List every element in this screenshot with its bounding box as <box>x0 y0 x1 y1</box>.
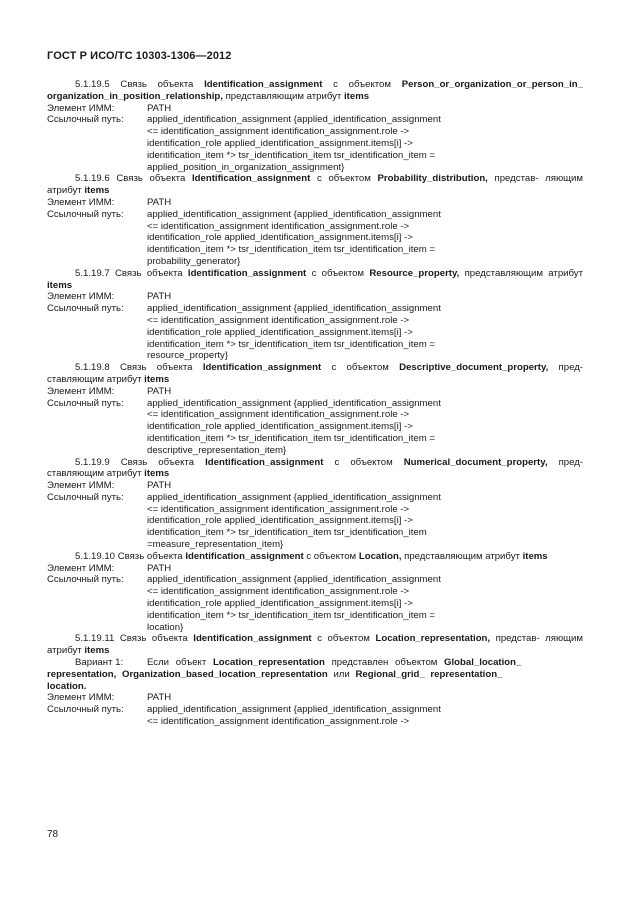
refpath-value <box>147 574 583 633</box>
element-value: PATH <box>147 102 172 114</box>
entity-name: Identification_assignment <box>204 79 323 90</box>
element-label: Элемент ИММ: <box>47 480 115 492</box>
target-entity: Numerical_document_property, <box>403 456 548 468</box>
variant-entity: Regional_grid_ representation_ <box>355 668 503 680</box>
element-row <box>47 197 583 209</box>
refpath-row <box>47 398 583 457</box>
target-entity: Resource_property, <box>369 267 460 279</box>
element-row <box>47 291 583 303</box>
element-value: PATH <box>147 692 172 704</box>
element-label: Элемент ИММ: <box>47 291 115 303</box>
refpath-label: Ссылочный путь: <box>47 704 124 716</box>
element-label: Элемент ИММ: <box>47 385 115 397</box>
refpath-value <box>147 398 583 457</box>
path-line: applied_identification_assignment {applied_identification_assignment <box>147 114 441 126</box>
section-pre: Связь объекта <box>117 550 183 562</box>
section-post: представ- ляющим атрибут <box>47 173 583 197</box>
path-line: applied_identification_assignment {applied_identification_assignment <box>147 704 441 716</box>
section-heading <box>47 173 583 197</box>
element-label: Элемент ИММ: <box>47 102 115 114</box>
variant-pre: Если объект <box>147 657 207 669</box>
refpath-value <box>147 704 583 728</box>
section-mid: с объектом <box>333 79 391 90</box>
element-row <box>47 480 583 492</box>
target-entity: Location, <box>358 550 402 562</box>
section-post: представляющим атрибут <box>464 267 583 279</box>
variant-continuation <box>47 669 583 693</box>
refpath-label: Ссылочный путь: <box>47 303 124 315</box>
element-value: PATH <box>147 562 172 574</box>
page-number: 78 <box>47 829 59 840</box>
section-mid: с объектом <box>317 173 371 185</box>
target-entity: Probability_distribution, <box>377 173 488 185</box>
refpath-row <box>47 704 583 728</box>
refpath-row <box>47 574 583 633</box>
section-pre: Связь объекта <box>115 267 183 279</box>
attribute-name: items <box>84 645 110 657</box>
attribute-name: items <box>144 373 170 385</box>
refpath-label: Ссылочный путь: <box>47 491 124 503</box>
section-heading <box>47 79 583 103</box>
section-heading <box>47 551 583 563</box>
path-line: descriptive_representation_item} <box>147 444 287 456</box>
path-line: <= identification_assignment identification_assignment.role -> <box>147 503 410 515</box>
element-value: PATH <box>147 196 172 208</box>
section-post: представ- ляющим атрибут <box>47 633 584 657</box>
entity-name: Identification_assignment <box>191 173 311 185</box>
path-line: applied_identification_assignment {applied_identification_assignment <box>147 208 441 220</box>
section-mid: с объектом <box>306 550 357 562</box>
variant-text <box>147 657 583 669</box>
variant-connector: или <box>333 668 350 680</box>
attribute-name: items <box>522 550 548 562</box>
variant-entity: Organization_based_location_representation <box>121 668 328 680</box>
element-value: PATH <box>147 480 172 492</box>
document-header: ГОСТ Р ИСО/ТС 10303-1306—2012 <box>47 50 232 62</box>
attribute-name: items <box>144 468 170 480</box>
variant-entity: Global_location_ <box>444 657 522 669</box>
path-line: applied_identification_assignment {applied_identification_assignment <box>147 303 441 315</box>
section-mid: с объектом <box>334 456 393 468</box>
variant-entity: Location_representation <box>212 657 325 669</box>
section-heading <box>47 457 583 481</box>
document-body <box>47 79 583 728</box>
path-line: applied_identification_assignment {applied_identification_assignment <box>147 397 441 409</box>
path-line: =measure_representation_item} <box>147 539 284 551</box>
path-line: identification_role applied_identification_assignment.items[i] -> <box>147 598 413 610</box>
section-number: 5.1.19.9 <box>75 456 110 468</box>
variant-entity: location. <box>47 680 87 692</box>
section-heading <box>47 633 583 657</box>
path-line: identification_item *> tsr_identification_item tsr_identification_item <box>147 527 427 539</box>
variant-row <box>47 657 583 669</box>
refpath-row <box>47 114 583 173</box>
path-line: resource_property} <box>147 350 229 362</box>
entity-name: Identification_assignment <box>205 456 324 468</box>
element-row <box>47 692 583 704</box>
section-pre: Связь объекта <box>119 362 193 374</box>
section-pre: Связь объекта <box>119 633 188 645</box>
section-post: представляющим атрибут <box>404 550 520 562</box>
path-line: identification_item *> tsr_identification_item tsr_identification_item = <box>147 609 435 621</box>
path-line: applied_identification_assignment {applied_identification_assignment <box>147 491 441 503</box>
refpath-row <box>47 303 583 362</box>
element-value: PATH <box>147 291 172 303</box>
refpath-row <box>47 492 583 551</box>
attribute-name: items <box>344 90 370 102</box>
section-mid: с объектом <box>331 362 389 374</box>
element-label: Элемент ИММ: <box>47 196 115 208</box>
path-line: identification_role applied_identification_assignment.items[i] -> <box>147 232 413 244</box>
target-entity: Person_or_organization_or_person_in_ organization_in_position_relationship, <box>47 79 583 102</box>
refpath-label: Ссылочный путь: <box>47 114 124 126</box>
variant-entity: representation, <box>47 668 117 680</box>
path-line: identification_role applied_identification_assignment.items[i] -> <box>147 326 413 338</box>
refpath-value <box>147 303 583 362</box>
section-post: пред- ставляющим атрибут <box>47 456 584 480</box>
section-number: 5.1.19.8 <box>75 362 110 374</box>
section-number: 5.1.19.6 <box>75 173 110 185</box>
path-line: <= identification_assignment identification_assignment.role -> <box>147 409 410 421</box>
section-number: 5.1.19.5 <box>75 79 110 90</box>
refpath-row <box>47 209 583 268</box>
section-number: 5.1.19.11 <box>75 633 115 645</box>
variant-mid: представлен объектом <box>331 657 438 669</box>
refpath-label: Ссылочный путь: <box>47 574 124 586</box>
refpath-value <box>147 492 583 551</box>
entity-name: Identification_assignment <box>202 362 322 374</box>
path-line: location} <box>147 621 184 633</box>
section-pre: Связь объекта <box>116 173 186 185</box>
path-line: identification_item *> tsr_identification_item tsr_identification_item = <box>147 432 435 444</box>
path-line: identification_role applied_identification_assignment.items[i] -> <box>147 515 413 527</box>
section-number: 5.1.19.10 <box>75 550 116 562</box>
path-line: <= identification_assignment identification_assignment.role -> <box>147 220 410 232</box>
element-row <box>47 386 583 398</box>
entity-name: Identification_assignment <box>185 550 304 562</box>
element-value: PATH <box>147 385 172 397</box>
attribute-name: items <box>84 185 110 197</box>
entity-name: Identification_assignment <box>187 267 307 279</box>
path-line: identification_role applied_identification_assignment.items[i] -> <box>147 421 413 433</box>
path-line: <= identification_assignment identification_assignment.role -> <box>147 586 410 598</box>
attribute-name: items <box>47 279 73 291</box>
path-line: applied_identification_assignment {applied_identification_assignment <box>147 574 441 586</box>
refpath-label: Ссылочный путь: <box>47 397 124 409</box>
refpath-value <box>147 114 583 173</box>
path-line: identification_item *> tsr_identification_item tsr_identification_item = <box>147 244 435 256</box>
path-line: identification_item *> tsr_identification_item tsr_identification_item = <box>147 338 435 350</box>
element-label: Элемент ИММ: <box>47 692 115 704</box>
section-post: пред- ставляющим атрибут <box>47 362 583 385</box>
path-line: <= identification_assignment identification_assignment.role -> <box>147 716 410 728</box>
variant-label: Вариант 1: <box>75 657 124 669</box>
refpath-value <box>147 209 583 268</box>
path-line: applied_position_in_organization_assignment} <box>147 161 345 173</box>
path-line: <= identification_assignment identification_assignment.role -> <box>147 314 410 326</box>
element-label: Элемент ИММ: <box>47 562 115 574</box>
target-entity: Location_representation, <box>375 633 491 645</box>
path-line: identification_item *> tsr_identification_item tsr_identification_item = <box>147 149 435 161</box>
element-row <box>47 103 583 115</box>
section-heading <box>47 362 583 386</box>
path-line: <= identification_assignment identification_assignment.role -> <box>147 126 410 138</box>
section-post: представляющим атрибут <box>225 90 342 102</box>
target-entity: Descriptive_document_property, <box>399 362 549 374</box>
section-pre: Связь объекта <box>120 456 195 468</box>
entity-name: Identification_assignment <box>193 633 312 645</box>
path-line: identification_role applied_identification_assignment.items[i] -> <box>147 137 413 149</box>
path-line: probability_generator} <box>147 255 241 267</box>
section-mid: с объектом <box>311 267 365 279</box>
refpath-label: Ссылочный путь: <box>47 208 124 220</box>
section-number: 5.1.19.7 <box>75 267 110 279</box>
section-mid: с объектом <box>317 633 370 645</box>
element-row <box>47 563 583 575</box>
section-heading <box>47 268 583 292</box>
section-pre: Связь объекта <box>120 79 194 90</box>
